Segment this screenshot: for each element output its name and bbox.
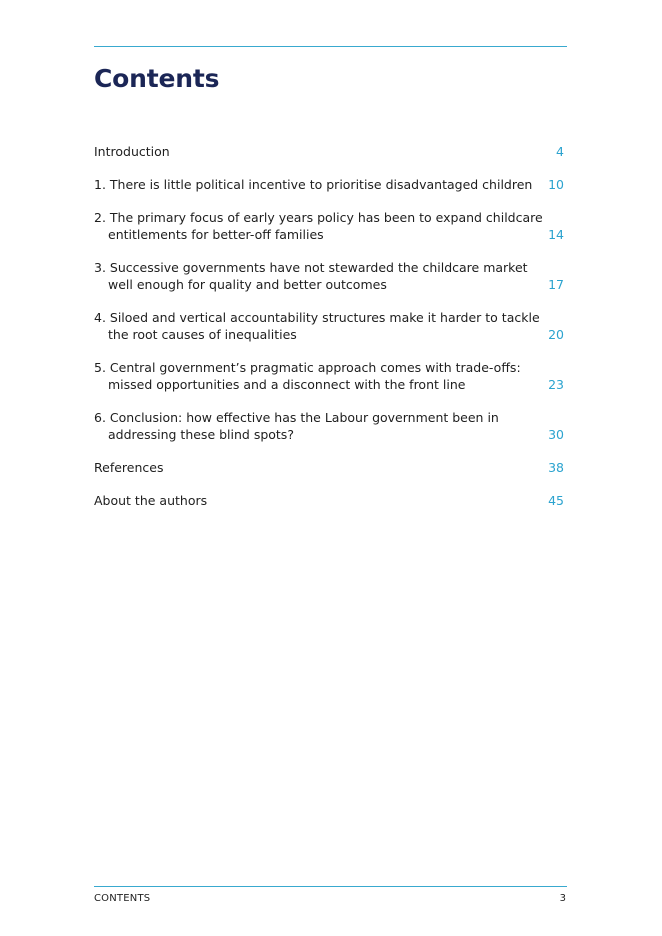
toc-entry-label: 6. Conclusion: how effective has the Labour government been in addressing these blind spots?: [94, 410, 499, 442]
toc-entry-chapter-4[interactable]: [94, 309, 567, 343]
toc-entry-page: 10: [548, 177, 564, 192]
toc-entry-label: 4. Siloed and vertical accountability structures make it harder to tackle the root causes of inequalities: [94, 310, 540, 342]
toc-entry-page: 4: [556, 144, 564, 159]
toc-entry-label: Introduction: [94, 144, 170, 159]
header-rule: [94, 46, 567, 47]
toc-entry-label: 2. The primary focus of early years policy has been to expand childcare entitlements for better-off families: [94, 210, 543, 242]
toc-entry-label: 1. There is little political incentive to prioritise disadvantaged children: [94, 177, 533, 192]
toc-entry-chapter-6[interactable]: [94, 409, 567, 443]
toc-entry-page: 23: [548, 377, 564, 392]
table-of-contents: [94, 143, 567, 509]
toc-entry-chapter-2[interactable]: [94, 209, 567, 243]
toc-entry-label: About the authors: [94, 493, 208, 508]
toc-entry-page: 30: [548, 427, 564, 442]
toc-entry-label: 5. Central government’s pragmatic approach comes with trade-offs: missed opportunities and a disconnect with the front line: [94, 360, 521, 392]
toc-entry-page: 45: [548, 493, 564, 508]
page-title: Contents: [94, 64, 220, 93]
toc-entry-chapter-5[interactable]: [94, 359, 567, 393]
toc-entry-page: 20: [548, 327, 564, 342]
footer-page-number: 3: [559, 893, 566, 904]
footer-section-label: CONTENTS: [94, 893, 151, 904]
toc-entry-label: References: [94, 460, 164, 475]
toc-entry-about-the-authors[interactable]: [94, 492, 567, 509]
toc-entry-chapter-1[interactable]: [94, 176, 567, 193]
toc-entry-introduction[interactable]: [94, 143, 567, 160]
footer-rule: [94, 886, 567, 887]
toc-entry-label: 3. Successive governments have not stewarded the childcare market well enough for quality and better outcomes: [94, 260, 528, 292]
toc-entry-chapter-3[interactable]: [94, 259, 567, 293]
toc-entry-page: 38: [548, 460, 564, 475]
toc-entry-page: 14: [548, 227, 564, 242]
toc-entry-page: 17: [548, 277, 564, 292]
toc-entry-references[interactable]: [94, 459, 567, 476]
